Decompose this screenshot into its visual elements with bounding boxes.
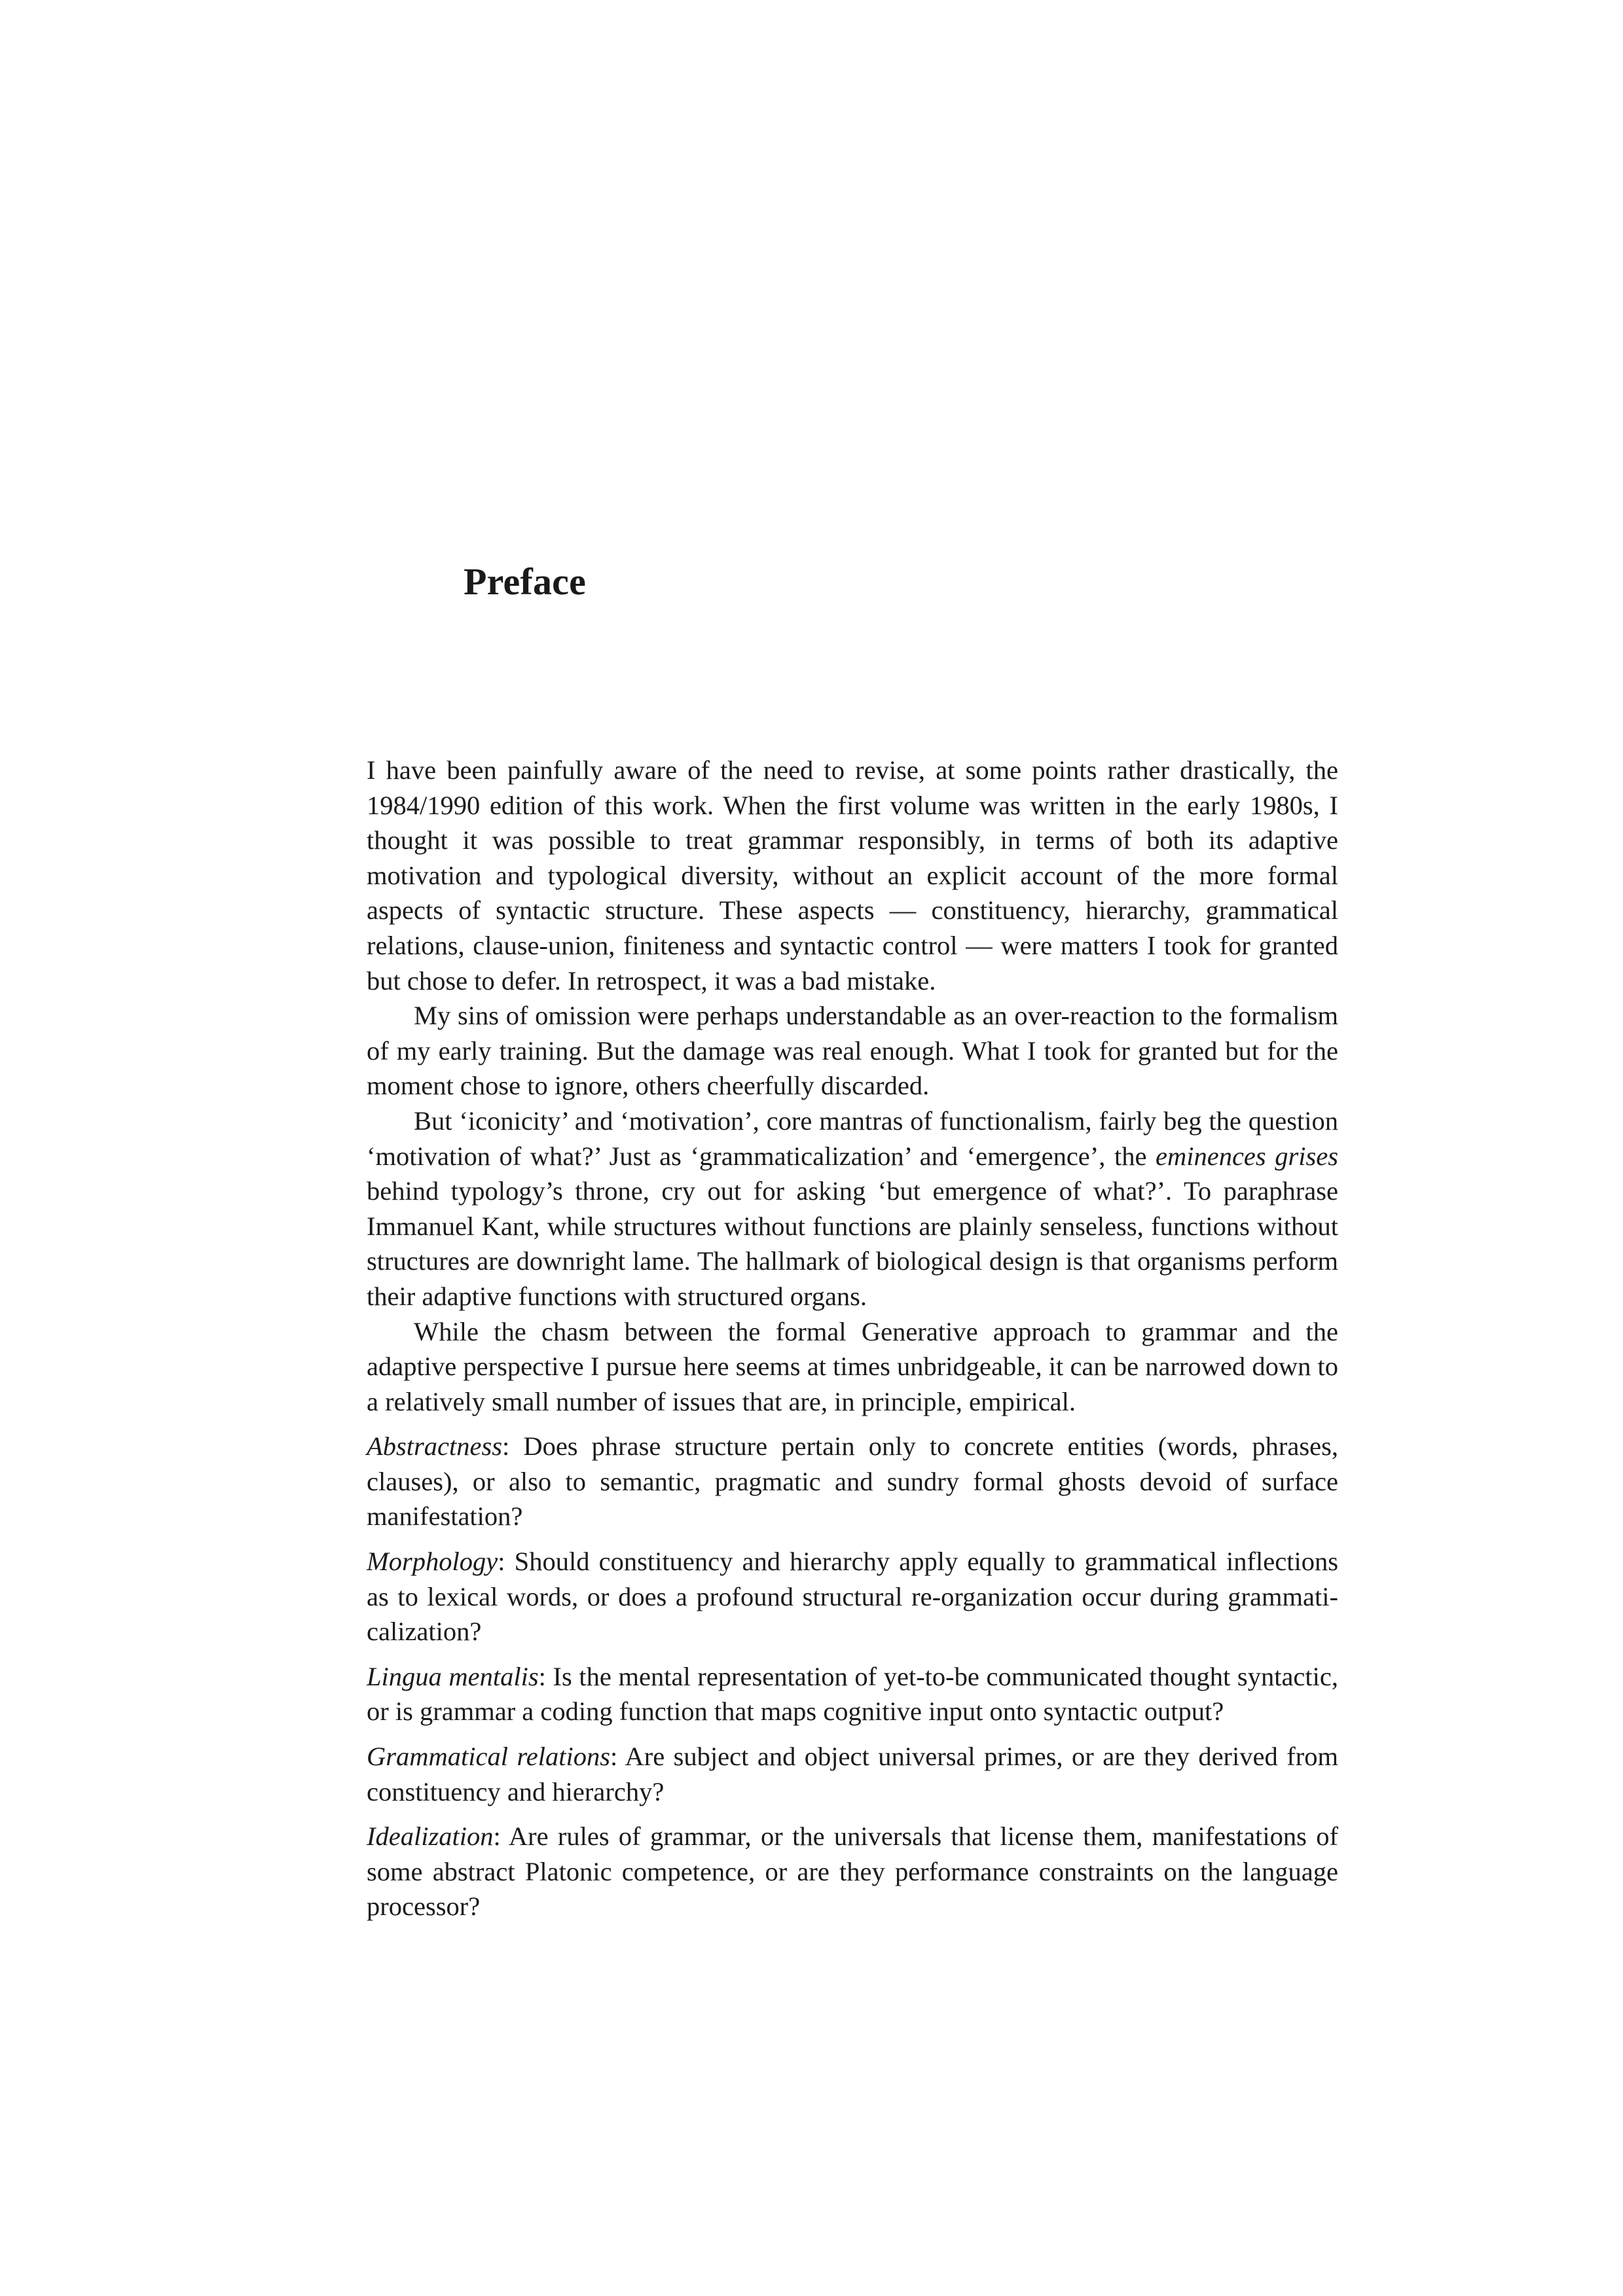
paragraph-text: behind typology’s throne, cry out for asking ‘but emergence of what?’. To paraphrase Immanuel Kant, while structures without functions are plainly senseless, functions without structures are downright lame. The hallmark of biological design is that organisms perform their adaptive functions with structured organs. xyxy=(367,1176,1338,1311)
paragraph xyxy=(367,1103,1338,1314)
issue-item xyxy=(367,1429,1338,1534)
page-title: Preface xyxy=(464,560,587,603)
issue-item xyxy=(367,1544,1338,1649)
issue-text: : Does phrase structure pertain only to concrete entities (words, phrases, clauses), or also to semantic, pragmatic and sundry formal ghosts devoid of surface manifestation? xyxy=(367,1431,1338,1532)
paragraph-text: But ‘iconicity’ and ‘motivation’, core mantras of functionalism, fairly beg the question ‘motivation of what?’ Just as ‘grammaticalization’ and ‘emergence’, the xyxy=(367,1105,1338,1171)
issue-term: Grammatical relations xyxy=(367,1742,610,1772)
issue-term: Idealization xyxy=(367,1821,494,1852)
issue-term: Lingua mentalis xyxy=(367,1661,539,1691)
issue-item xyxy=(367,1659,1338,1729)
issue-item xyxy=(367,1819,1338,1924)
issue-text: : Are subject and object universal primes, or are they derived from constituency and hierarchy? xyxy=(367,1742,1338,1806)
issue-text: : Is the mental representation of yet-to-be communicated thought syntactic, or is grammar a coding function that maps cognitive input onto syntactic output? xyxy=(367,1661,1339,1727)
paragraph: While the chasm between the formal Generative approach to grammar and the adaptive perspective I pursue here seems at times unbridgeable, it can be narrowed down to a relatively small number of issues that are, in principle, empirical. xyxy=(367,1316,1338,1416)
issue-item xyxy=(367,1739,1338,1809)
issue-text: : Should constituency and hierarchy apply equally to grammatical inflections as to lexical words, or does a profound structural re-organization occur during grammaticalization? xyxy=(367,1547,1338,1647)
issue-term: Abstractness xyxy=(367,1431,502,1462)
paragraph: My sins of omission were perhaps understandable as an over-reaction to the formalism of my early training. But the damage was real enough. What I took for granted but for the moment chose to ignore, others cheerfully discarded. xyxy=(367,1001,1338,1101)
preface-body xyxy=(367,753,1338,1924)
issue-text: : Are rules of grammar, or the universals that license them, manifestations of some abstract Platonic competence, or are they performance constraints on the language processor? xyxy=(367,1821,1338,1922)
italic-phrase: eminences grises xyxy=(1156,1141,1338,1171)
paragraph: I have been painfully aware of the need to revise, at some points rather drastically, the 1984/1990 edition of this work. When the first volume was written in the early 1980s, I thought it was possible to treat grammar responsibly, in terms of both its adaptive motivation and typological diversity, without an explicit account of the more formal aspects of syntactic structure. These aspects — constituency, hierarchy, grammatical relations, clause-union, finiteness and syntactic control — were matters I took for granted but chose to defer. In retrospect, it was a bad mistake. xyxy=(367,755,1338,996)
issue-term: Morphology xyxy=(367,1547,498,1577)
